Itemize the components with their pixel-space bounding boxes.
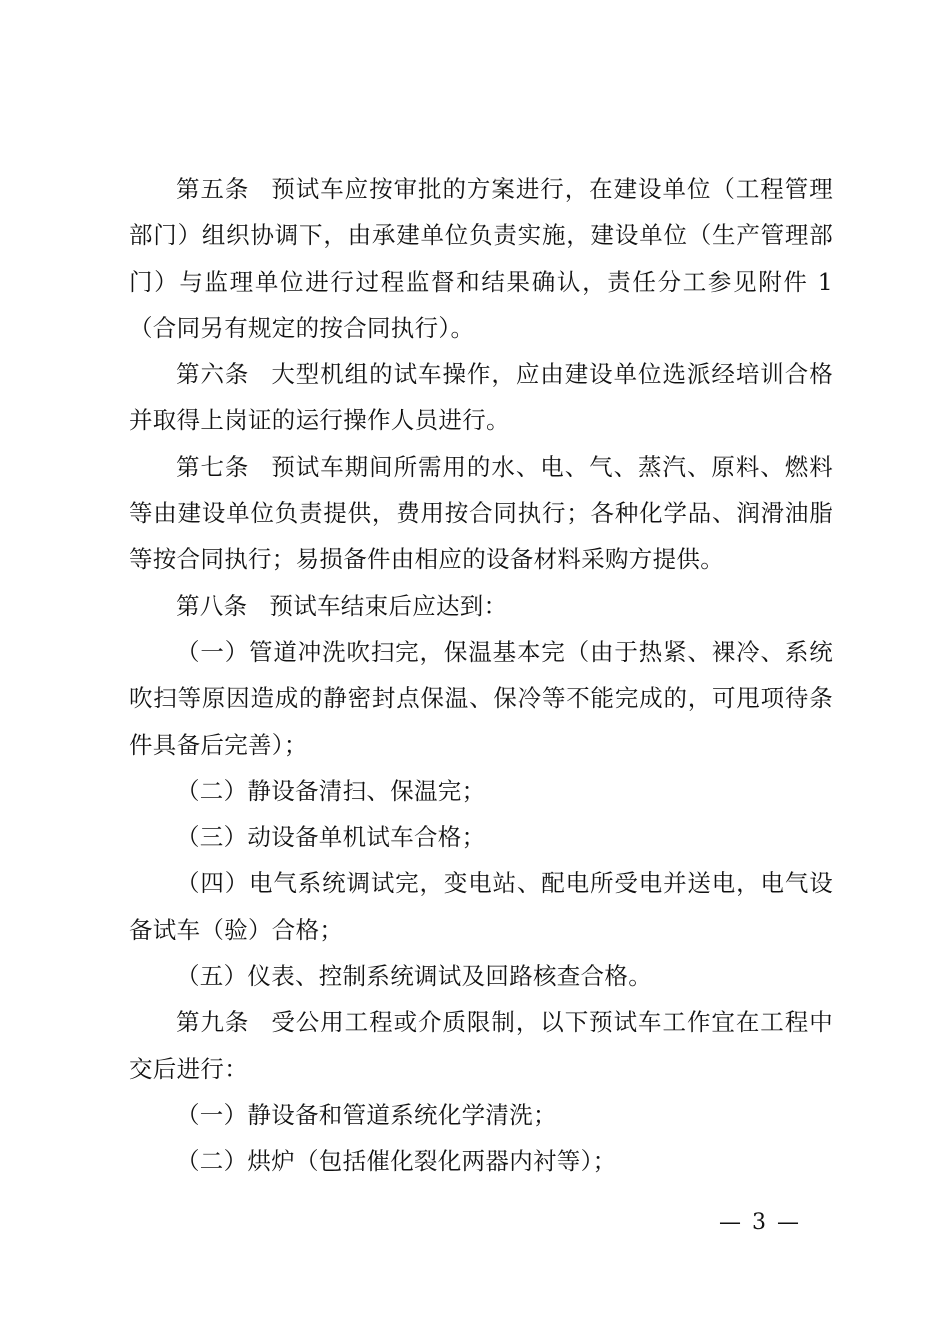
paragraph-text: 预试车结束后应达到： <box>269 591 508 620</box>
paragraph-text: （五）仪表、控制系统调试及回路核查合格。 <box>176 962 652 991</box>
list-item <box>129 953 833 999</box>
paragraph-text: 预试车期间所需用的水、电、气、蒸汽、原料、燃料等由建设单位负责提供，费用按合同执行；各种化学品、润滑油脂等按合同执行；易损备件由相应的设备材料采购方提供。 <box>129 452 833 574</box>
article-label: 第九条 <box>176 1008 250 1037</box>
paragraph-text: 预试车应按审批的方案进行，在建设单位（工程管理部门）组织协调下，由承建单位负责实施，建设单位（生产管理部门）与监理单位进行过程监督和结果确认，责任分工参见附件 1（合同另有规定的按合同执行）。 <box>129 175 833 342</box>
list-item <box>129 814 833 860</box>
paragraph-text: 受公用工程或介质限制，以下预试车工作宜在工程中交后进行： <box>129 1008 833 1083</box>
paragraph-article-8 <box>129 583 833 629</box>
article-label: 第七条 <box>176 452 250 481</box>
paragraph-text: （一）管道冲洗吹扫完，保温基本完（由于热紧、裸冷、系统吹扫等原因造成的静密封点保温、保冷等不能完成的，可甩项待条件具备后完善）； <box>129 637 833 759</box>
paragraph-article-6 <box>129 351 833 444</box>
article-label: 第八条 <box>176 591 248 620</box>
paragraph-text: （二）烘炉（包括催化裂化两器内衬等）； <box>176 1147 617 1176</box>
paragraph-text: （二）静设备清扫、保温完； <box>176 776 486 805</box>
list-item <box>129 860 833 953</box>
paragraph-article-5 <box>129 166 833 351</box>
paragraph-text: （一）静设备和管道系统化学清洗； <box>176 1100 557 1129</box>
list-item <box>129 1092 833 1138</box>
paragraph-article-7 <box>129 444 833 583</box>
list-item <box>129 1138 833 1184</box>
paragraph-text: 大型机组的试车操作，应由建设单位选派经培训合格并取得上岗证的运行操作人员进行。 <box>129 360 833 435</box>
paragraph-text: （四）电气系统调试完，变电站、配电所受电并送电，电气设备试车（验）合格； <box>129 869 833 944</box>
page-number: — 3 — <box>719 1210 801 1235</box>
paragraph-text: （三）动设备单机试车合格； <box>176 823 486 852</box>
list-item <box>129 629 833 768</box>
list-item <box>129 768 833 814</box>
article-label: 第五条 <box>176 175 250 203</box>
article-label: 第六条 <box>176 360 250 389</box>
document-body <box>129 166 833 1185</box>
paragraph-article-9 <box>129 999 833 1092</box>
